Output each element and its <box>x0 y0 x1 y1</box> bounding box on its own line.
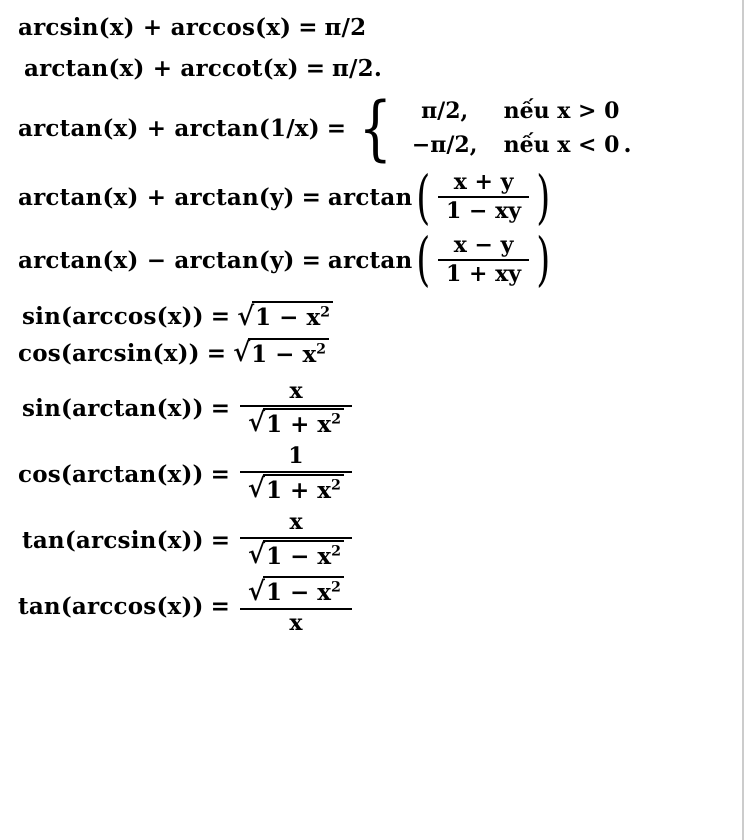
formula-lhs: cos(arctan(x)) <box>18 460 204 488</box>
paren-left-icon: ( <box>416 162 431 231</box>
formula-arctan-subtraction <box>18 225 742 294</box>
equals-sign: = <box>210 526 231 554</box>
fraction <box>240 576 352 636</box>
fraction <box>438 170 529 225</box>
radicand-exponent: 2 <box>331 542 342 559</box>
equals-sign: = <box>210 303 231 331</box>
case-row <box>400 94 620 128</box>
formula-arctan-reciprocal <box>18 86 742 169</box>
formula-cos-arcsin <box>18 338 742 369</box>
fraction <box>240 444 352 504</box>
radicand <box>248 338 329 369</box>
piecewise-cases <box>353 86 620 169</box>
radicand <box>263 408 344 439</box>
radicand-exponent: 2 <box>320 304 331 321</box>
formula-lhs: cos(arcsin(x)) <box>18 339 200 367</box>
formula-lhs: arcsin(x) + arccos(x) <box>18 14 292 41</box>
case-condition: nếu x < 0 <box>503 132 620 159</box>
square-root <box>248 540 344 571</box>
radical-sign-icon: √ <box>247 576 265 607</box>
equals-sign: = <box>210 460 230 488</box>
case-value: π/2, <box>421 98 469 124</box>
equals-sign: = <box>301 246 321 274</box>
formula-arcsin-arccos-sum <box>18 14 742 41</box>
formula-sin-arctan <box>18 379 742 439</box>
equals-sign: = <box>210 395 231 422</box>
formula-lhs: arctan(x) + arctan(y) <box>18 183 295 211</box>
radicand-exponent: 2 <box>331 579 341 596</box>
fraction-numerator: x <box>289 509 303 536</box>
radicand <box>263 576 344 607</box>
fraction-denominator: 1 − xy <box>446 198 522 225</box>
radical-sign-icon: √ <box>247 474 265 505</box>
formula-tan-arccos <box>18 576 742 636</box>
equals-sign: = <box>210 592 230 620</box>
fraction-numerator: x + y <box>453 169 514 196</box>
radical-sign-icon: √ <box>233 338 251 369</box>
formula-lhs: tan(arccos(x)) <box>18 592 204 620</box>
rhs-function-name: arctan <box>327 183 413 211</box>
formula-arctan-arccot-sum <box>18 55 742 82</box>
formula-lhs: arctan(x) − arctan(y) <box>18 246 295 274</box>
formula-lhs: arctan(x) + arctan(1/x) <box>18 114 320 142</box>
case-value: −π/2, <box>411 132 478 159</box>
radicand-base: 1 − x <box>266 542 332 570</box>
formula-rhs: π/2. <box>332 55 383 82</box>
formula-lhs: sin(arctan(x)) <box>22 395 204 422</box>
formula-lhs: sin(arccos(x)) <box>22 303 204 331</box>
radicand-exponent: 2 <box>331 411 342 428</box>
square-root <box>248 474 344 505</box>
radicand-base: 1 − x <box>266 579 332 607</box>
radicand <box>263 474 344 505</box>
case-condition: nếu x > 0 <box>503 98 620 124</box>
cases-rows <box>400 94 620 162</box>
formula-lhs: tan(arcsin(x)) <box>22 526 204 554</box>
fraction-denominator: x <box>289 609 303 636</box>
formula-arctan-addition <box>18 162 742 231</box>
case-row <box>400 128 620 162</box>
radicand <box>263 540 344 571</box>
paren-right-icon: ) <box>536 225 551 294</box>
radicand-base: 1 + x <box>266 476 332 504</box>
equals-sign: = <box>305 55 325 82</box>
fraction-denominator <box>240 407 352 439</box>
radicand-exponent: 2 <box>331 477 341 494</box>
square-root <box>233 338 329 369</box>
paren-left-icon: ( <box>416 225 431 294</box>
formula-rhs: π/2 <box>324 14 367 41</box>
equals-sign: = <box>206 339 227 367</box>
big-parentheses-group <box>412 225 554 294</box>
radicand <box>252 301 333 332</box>
fraction-denominator: 1 + xy <box>446 261 522 288</box>
fraction <box>438 233 529 288</box>
fraction-numerator <box>240 576 352 608</box>
radicand-base: 1 + x <box>266 410 332 438</box>
fraction-denominator <box>240 473 352 505</box>
radical-sign-icon: √ <box>248 539 266 570</box>
paren-right-icon: ) <box>536 162 551 231</box>
square-root <box>248 408 344 439</box>
fraction-numerator: 1 <box>288 443 304 470</box>
trailing-period: . <box>623 131 632 159</box>
square-root <box>248 576 344 607</box>
radicand-exponent: 2 <box>316 341 327 358</box>
fraction-numerator: x <box>289 377 303 404</box>
equals-sign: = <box>326 114 347 142</box>
rhs-function-name: arctan <box>327 246 413 274</box>
fraction-numerator: x − y <box>453 231 514 258</box>
radical-sign-icon: √ <box>248 408 266 439</box>
fraction <box>240 379 352 439</box>
square-root <box>237 301 333 332</box>
fraction <box>240 510 352 570</box>
big-parentheses-group <box>412 162 554 231</box>
radicand-base: 1 − x <box>251 340 317 368</box>
radical-sign-icon: √ <box>237 301 255 332</box>
radicand-base: 1 − x <box>255 304 321 332</box>
equals-sign: = <box>301 183 321 211</box>
formula-tan-arcsin <box>18 510 742 570</box>
formula-lhs: arctan(x) + arccot(x) <box>24 55 299 82</box>
fraction-denominator <box>240 539 352 571</box>
formula-sin-arccos <box>18 301 742 332</box>
equals-sign: = <box>298 14 318 41</box>
brace-left-icon: { <box>358 86 393 169</box>
formula-cos-arctan <box>18 444 742 504</box>
